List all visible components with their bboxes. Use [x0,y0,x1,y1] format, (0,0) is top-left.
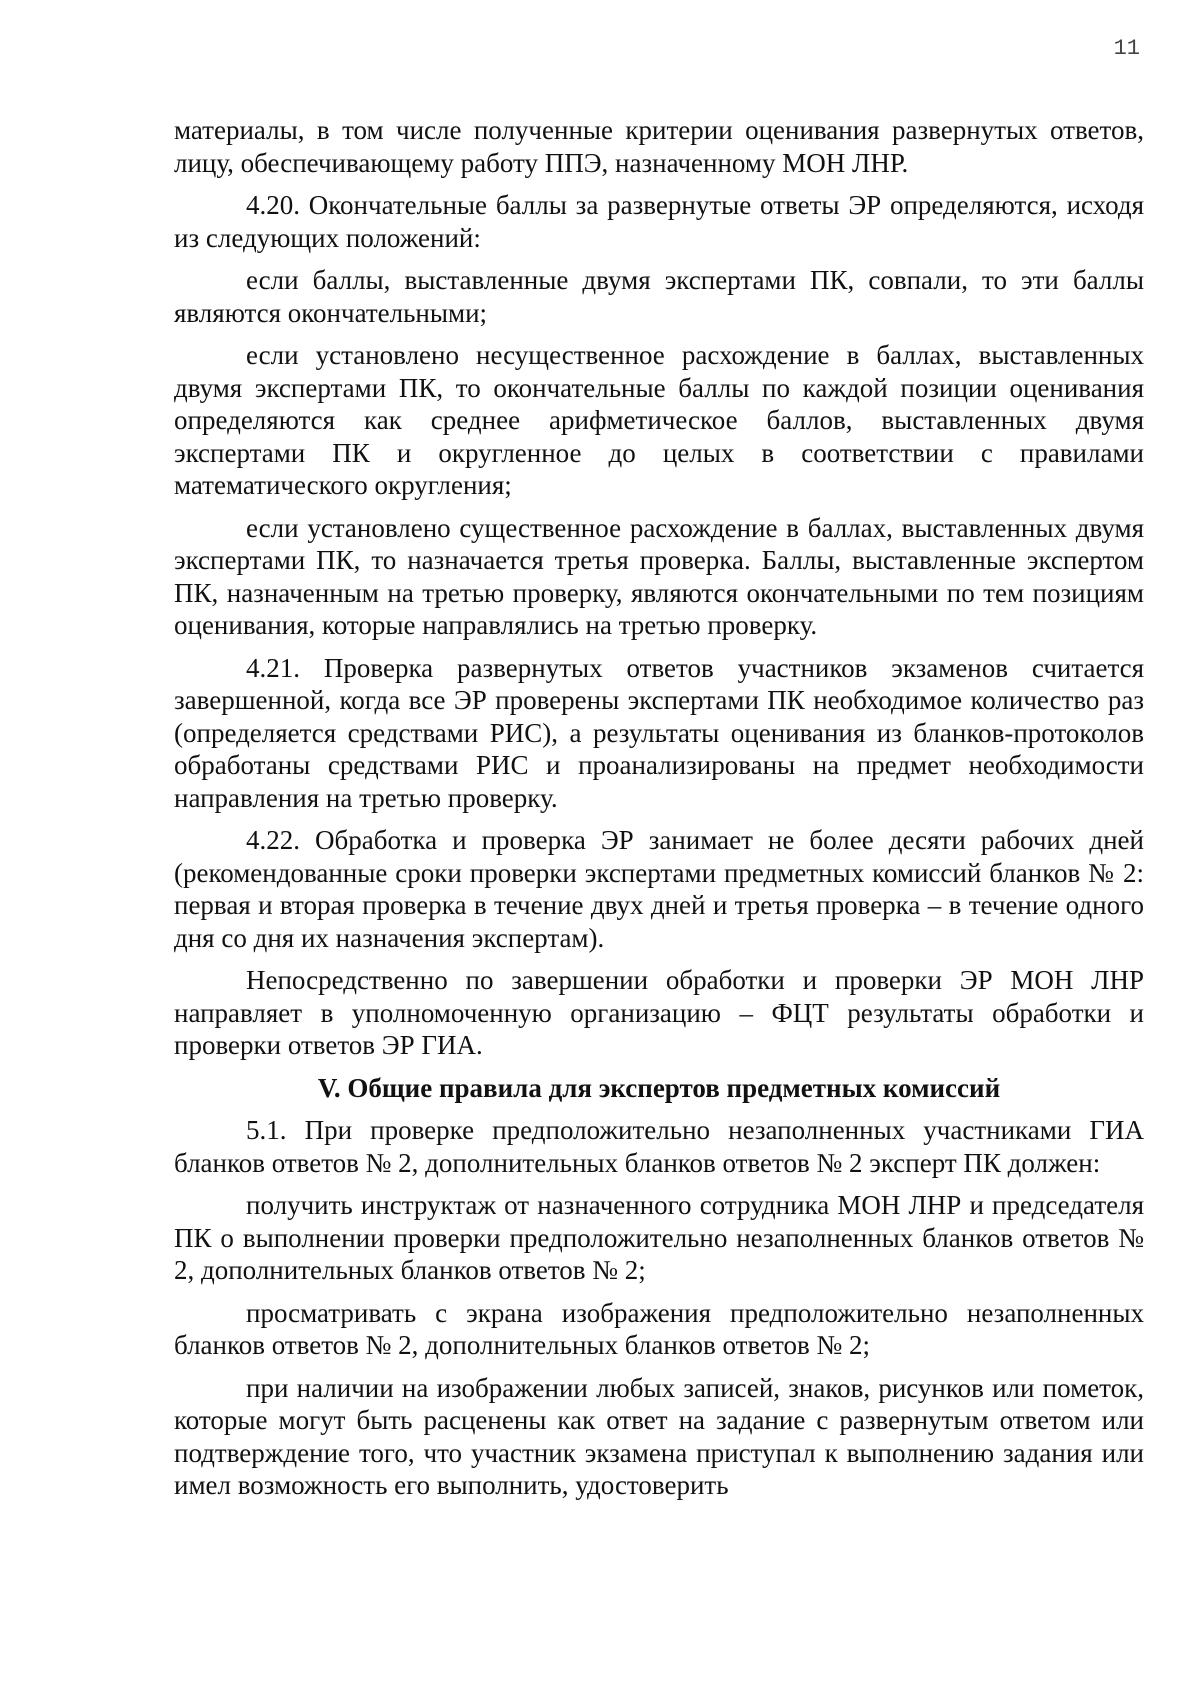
document-body [174,114,1144,1512]
paragraph-4-21: 4.21. Проверка развернутых ответов участников экзаменов считается завершенной, когда все ЭР проверены экспертами ПК необходимое количество раз (определяется средствами РИС), а результаты оценивания из бланков-протоколов обработаны средствами РИС и проанализированы на предмет необходимости направления на третью проверку. [174,652,1144,813]
paragraph-minor-discrepancy: если установлено несущественное расхождение в баллах, выставленных двумя экспертами ПК, то окончательные баллы по каждой позиции оценивания определяются как среднее арифметическое баллов, выставленных двумя экспертами ПК и округленное до целых в соответствии с правилами математического округления; [174,340,1144,500]
paragraph-scores-match: если баллы, выставленные двумя экспертами ПК, совпали, то эти баллы являются окончательными; [174,265,1144,328]
paragraph-4-20: 4.20. Окончательные баллы за развернутые ответы ЭР определяются, исходя из следующих положений: [174,190,1144,253]
page-number: 11 [1113,36,1140,61]
paragraph-results-sending: Непосредственно по завершении обработки и проверки ЭР МОН ЛНР направляет в уполномоченную организацию – ФЦТ результаты обработки и проверки ответов ЭР ГИА. [174,965,1144,1060]
section-heading: V. Общие правила для экспертов предметных комиссий [317,1072,1001,1103]
paragraph-view-images: просматривать с экрана изображения предположительно незаполненных бланков ответов № 2, дополнительных бланков ответов № 2; [174,1297,1144,1360]
paragraph-briefing: получить инструктаж от назначенного сотрудника МОН ЛНР и председателя ПК о выполнении проверки предположительно незаполненных бланков ответов № 2, дополнительных бланков ответов № 2; [174,1190,1144,1285]
paragraph-continuation: материалы, в том числе полученные критерии оценивания развернутых ответов, лицу, обеспечивающему работу ППЭ, назначенному МОН ЛНР. [174,115,1144,178]
paragraph-4-22: 4.22. Обработка и проверка ЭР занимает не более десяти рабочих дней (рекомендованные сроки проверки экспертами предметных комиссий бланков № 2: первая и вторая проверка в течение двух дней и третья проверка – в течение одного дня со дня их назначения экспертам). [174,825,1144,953]
paragraph-marks-present: при наличии на изображении любых записей, знаков, рисунков или пометок, которые могут быть расценены как ответ на задание с развернутым ответом или подтверждение того, что участник экзамена приступал к выполнению задания или имел возможность его выполнить, удостоверить [174,1372,1144,1500]
paragraph-major-discrepancy: если установлено существенное расхождение в баллах, выставленных двумя экспертами ПК, то назначается третья проверка. Баллы, выставленные экспертом ПК, назначенным на третью проверку, являются окончательными по тем позициям оценивания, которые направлялись на третью проверку. [174,512,1144,640]
paragraph-5-1: 5.1. При проверке предположительно незаполненных участниками ГИА бланков ответов № 2, дополнительных бланков ответов № 2 эксперт ПК должен: [174,1115,1144,1178]
